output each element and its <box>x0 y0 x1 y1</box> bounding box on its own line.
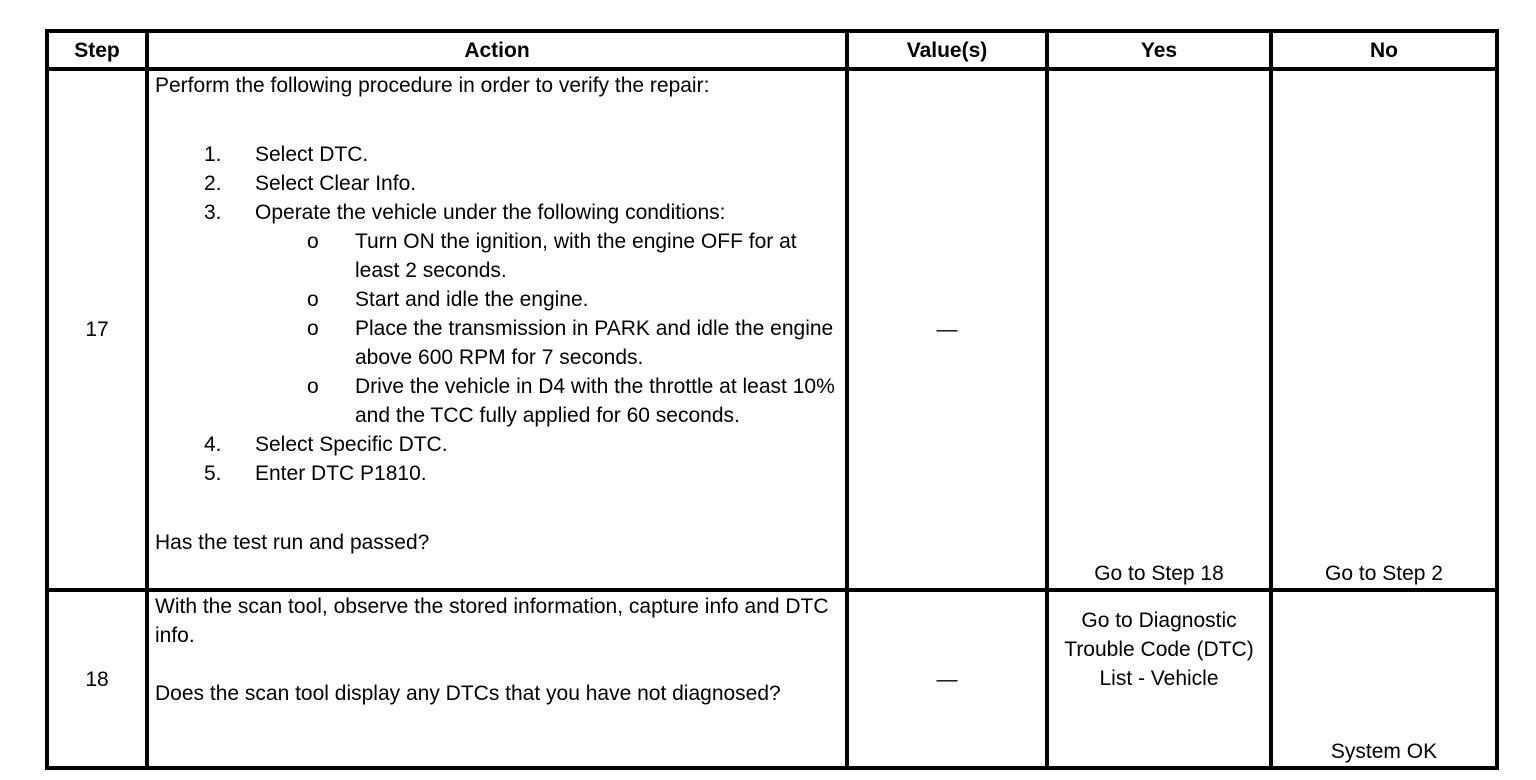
bullet-icon: o <box>307 288 319 311</box>
procedure-step <box>155 459 839 488</box>
header-row <box>47 31 1497 69</box>
table-row-step-17 <box>47 69 1497 590</box>
header-no: No <box>1271 31 1497 69</box>
procedure-step <box>155 198 839 430</box>
bullet-icon: o <box>307 317 319 340</box>
procedure-instruction: With the scan tool, observe the stored information, capture info and DTC info. <box>155 595 829 647</box>
procedure-question: Does the scan tool display any DTCs that you have not diagnosed? <box>155 682 781 705</box>
step-text: Select DTC. <box>255 143 369 166</box>
diagnostic-table <box>45 29 1499 770</box>
condition-text: Turn ON the ignition, with the engine OFF for at least 2 seconds. <box>355 230 797 282</box>
condition-list <box>255 227 839 430</box>
step-text: Enter DTC P1810. <box>255 462 427 485</box>
header-values: Value(s) <box>847 31 1047 69</box>
value-cell: — <box>847 69 1047 590</box>
procedure-step <box>155 430 839 459</box>
condition-item <box>255 314 839 372</box>
step-index: 5. <box>204 462 222 485</box>
action-cell <box>147 69 847 590</box>
procedure-steps <box>155 140 839 488</box>
condition-item <box>255 285 839 314</box>
table-row-step-18 <box>47 590 1497 768</box>
bullet-icon: o <box>307 230 319 253</box>
step-index: 3. <box>204 201 222 224</box>
header-action: Action <box>147 31 847 69</box>
step-text: Select Specific DTC. <box>255 433 448 456</box>
step-number: 18 <box>47 590 147 768</box>
condition-text: Place the transmission in PARK and idle the engine above 600 RPM for 7 seconds. <box>355 317 834 369</box>
condition-text: Start and idle the engine. <box>355 288 589 311</box>
procedure-step <box>155 140 839 169</box>
yes-result: Go to Diagnostic Trouble Code (DTC) List - Vehicle <box>1047 590 1271 768</box>
step-text: Operate the vehicle under the following conditions: <box>255 201 726 224</box>
condition-item <box>255 227 839 285</box>
step-index: 2. <box>204 172 222 195</box>
header-yes: Yes <box>1047 31 1271 69</box>
no-result: Go to Step 2 <box>1271 69 1497 590</box>
step-index: 4. <box>204 433 222 456</box>
yes-result: Go to Step 18 <box>1047 69 1271 590</box>
step-text: Select Clear Info. <box>255 172 417 195</box>
procedure-step <box>155 169 839 198</box>
value-cell: — <box>847 590 1047 768</box>
procedure-intro: Perform the following procedure in order to verify the repair: <box>155 74 710 97</box>
no-result: System OK <box>1271 590 1497 768</box>
condition-text: Drive the vehicle in D4 with the throttle at least 10% and the TCC fully applied for 60 seconds. <box>355 375 835 427</box>
header-step: Step <box>47 31 147 69</box>
action-cell <box>147 590 847 768</box>
step-number: 17 <box>47 69 147 590</box>
bullet-icon: o <box>307 375 319 398</box>
condition-item <box>255 372 839 430</box>
procedure-question: Has the test run and passed? <box>155 531 430 554</box>
step-index: 1. <box>204 143 222 166</box>
